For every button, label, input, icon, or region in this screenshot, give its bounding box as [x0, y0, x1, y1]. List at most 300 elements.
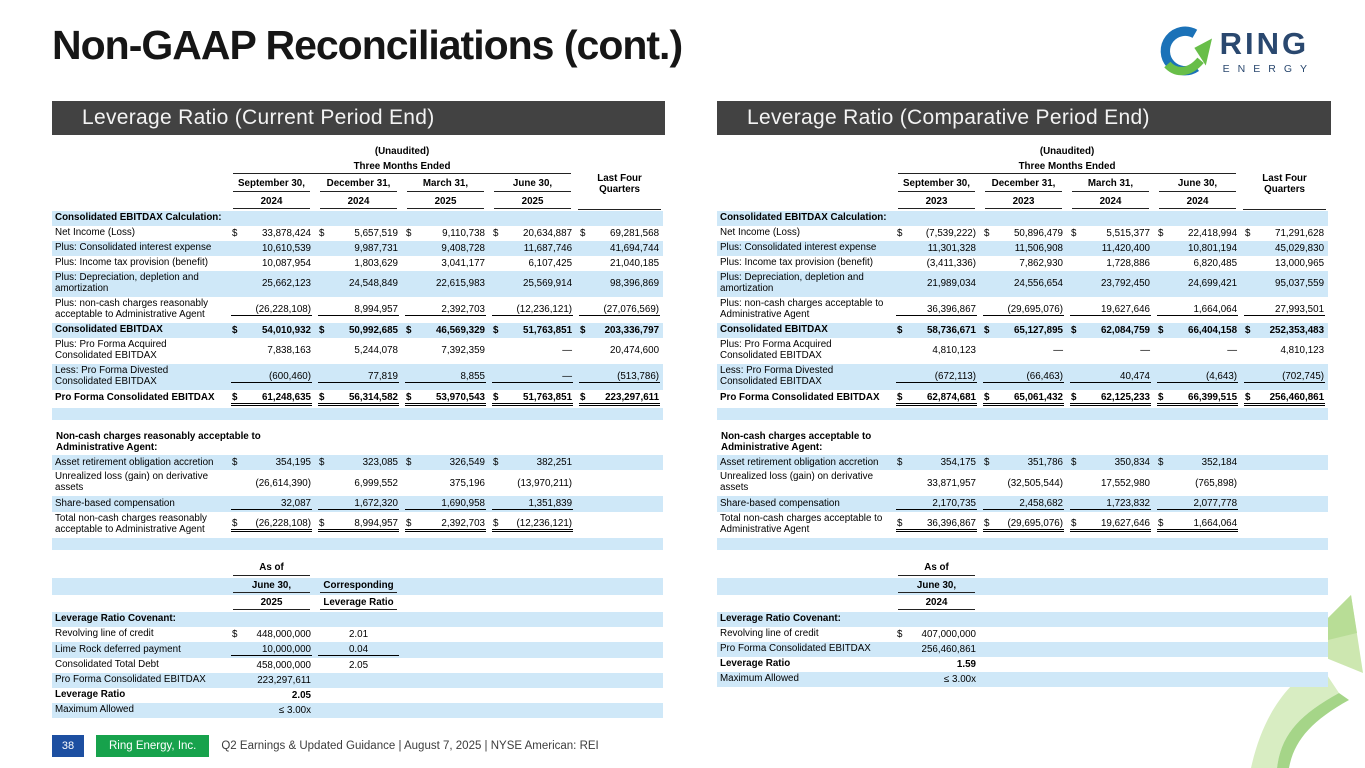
row-label: Maximum Allowed	[55, 704, 134, 716]
cell-inner	[579, 304, 660, 316]
last-four-quarters-header	[576, 159, 663, 211]
empty-cell	[1241, 595, 1328, 612]
empty-cell	[52, 578, 228, 595]
empty-cell	[489, 658, 576, 673]
cell-value	[315, 323, 402, 338]
dollar-sign: $	[1071, 391, 1077, 403]
value-text: 23,792,450	[1100, 278, 1150, 290]
covenant-header-row	[717, 560, 1328, 577]
dollar-sign: $	[232, 227, 238, 239]
section-header-row	[717, 430, 1328, 456]
cell-inner	[231, 498, 312, 510]
empty-cell	[489, 612, 576, 627]
row-label: Consolidated EBITDAX	[55, 323, 163, 335]
leverage-table-comparative	[717, 144, 1331, 687]
cell-value	[1241, 256, 1328, 271]
cell-value	[1067, 470, 1154, 496]
cell-value	[315, 612, 402, 627]
cell-inner	[983, 498, 1064, 510]
dollar-sign: $	[493, 457, 499, 469]
cell-value	[1241, 241, 1328, 256]
header-underline: June 30,	[494, 178, 571, 191]
cell-inner	[318, 457, 399, 468]
table-row	[52, 323, 663, 338]
cell-value	[893, 470, 980, 496]
three-months-ended-header	[893, 159, 1241, 176]
cell-value	[228, 226, 315, 241]
dollar-sign: $	[319, 391, 325, 403]
cell-value	[315, 627, 402, 642]
date-header	[1067, 176, 1154, 193]
spacer-row	[52, 420, 663, 430]
value-text: ≤ 3.00x	[943, 674, 976, 686]
cell-value	[402, 226, 489, 241]
value-text: 24,556,654	[1013, 278, 1063, 290]
cell-inner	[1157, 345, 1238, 356]
cell-inner	[896, 213, 977, 224]
header-underline: 2024	[1159, 196, 1236, 209]
cell-value	[893, 657, 980, 672]
empty-cell	[402, 612, 489, 627]
value-text: 65,061,432	[1013, 391, 1063, 403]
cell-inner	[318, 629, 399, 640]
cell-inner	[231, 371, 312, 383]
row-label: Less: Pro Forma Divested Consolidated EBITDAX	[55, 364, 169, 387]
cell-value	[489, 455, 576, 470]
value-text: 22,615,983	[435, 278, 485, 290]
table-row	[52, 455, 663, 470]
cell-inner	[492, 498, 573, 510]
value-text: 25,662,123	[261, 278, 311, 290]
empty-cell	[717, 176, 893, 193]
cell-value	[1067, 256, 1154, 271]
dollar-sign: $	[984, 227, 990, 239]
cell-inner	[231, 705, 312, 716]
table-row	[717, 455, 1328, 470]
section-label-cell	[52, 430, 663, 456]
cell-value	[980, 642, 1067, 657]
cell-inner	[1070, 457, 1151, 468]
value-text: (32,505,544)	[1007, 477, 1063, 489]
page-title: Non-GAAP Reconciliations (cont.)	[52, 22, 683, 68]
cell-value	[228, 297, 315, 323]
cell-value	[893, 211, 980, 226]
empty-cell	[717, 159, 893, 176]
cell-value	[1067, 496, 1154, 512]
cell-value	[576, 211, 663, 226]
cell-inner	[983, 478, 1064, 489]
value-text: 62,125,233	[1100, 391, 1150, 403]
empty-cell	[402, 673, 489, 688]
cell-value	[402, 338, 489, 364]
value-text: 8,994,957	[354, 518, 398, 530]
cell-inner	[579, 371, 660, 383]
empty-cell	[1067, 612, 1154, 627]
value-text: 27,993,501	[1275, 303, 1325, 315]
cell-inner	[896, 629, 977, 640]
cell-inner	[492, 371, 573, 383]
cell-inner	[231, 213, 312, 224]
dollar-sign: $	[406, 457, 412, 469]
cell-inner	[318, 705, 399, 716]
cell-inner	[231, 392, 312, 406]
cell-value	[402, 256, 489, 271]
value-text: 323,085	[362, 457, 398, 469]
covenant-col-header	[228, 578, 315, 595]
empty-cell	[1241, 642, 1328, 657]
cell-inner	[896, 243, 977, 254]
cell-inner	[579, 345, 660, 356]
value-text: 10,087,954	[261, 257, 311, 269]
header-row	[717, 176, 1328, 193]
cell-inner	[1070, 392, 1151, 406]
value-text: (29,695,076)	[1007, 518, 1063, 530]
value-text: 7,838,163	[267, 345, 311, 357]
cell-inner	[318, 478, 399, 489]
cell-inner	[231, 243, 312, 254]
cell-value	[1154, 512, 1241, 538]
value-text: 2.01	[348, 629, 369, 641]
cell-value	[1067, 241, 1154, 256]
cell-inner	[1157, 243, 1238, 254]
cell-inner	[983, 659, 1064, 670]
cell-value	[1067, 390, 1154, 408]
value-text: —	[1053, 345, 1063, 357]
cell-inner	[1157, 478, 1238, 489]
dollar-sign: $	[984, 324, 990, 336]
empty-cell	[1241, 672, 1328, 687]
header-underline: Corresponding	[320, 580, 397, 593]
cell-inner	[405, 518, 486, 532]
cell-value	[402, 241, 489, 256]
cell-inner	[492, 345, 573, 356]
cell-inner	[983, 228, 1064, 239]
table-row	[717, 512, 1328, 538]
row-label: Plus: Depreciation, depletion and amortization	[720, 271, 864, 294]
cell-inner	[492, 258, 573, 269]
table-row	[717, 390, 1328, 408]
value-text: 19,627,646	[1100, 518, 1150, 530]
cell-inner	[983, 278, 1064, 289]
cell-inner	[1157, 278, 1238, 289]
dollar-sign: $	[406, 324, 412, 336]
empty-cell	[1241, 144, 1328, 159]
cell-inner	[896, 659, 977, 670]
cell-value	[980, 470, 1067, 496]
covenant-row	[717, 657, 1328, 672]
covenant-row	[52, 688, 663, 703]
value-text: 51,763,851	[523, 391, 573, 403]
value-text: 3,041,177	[441, 257, 485, 269]
cell-value	[315, 226, 402, 241]
cell-value	[1241, 470, 1328, 496]
value-text: 50,992,685	[348, 324, 398, 336]
cell-value	[576, 271, 663, 297]
leverage-table-current	[52, 144, 665, 718]
value-text: (702,745)	[1282, 370, 1325, 382]
empty-cell	[402, 703, 489, 718]
empty-cell	[52, 176, 228, 193]
cell-value	[315, 455, 402, 470]
empty-cell	[1067, 595, 1154, 612]
cell-value	[1067, 338, 1154, 364]
cell-inner	[231, 518, 312, 532]
covenant-header-row	[52, 578, 663, 595]
cell-inner	[1244, 278, 1325, 289]
cell-inner	[896, 614, 977, 625]
cell-inner	[405, 498, 486, 510]
cell-inner	[318, 243, 399, 254]
value-text: —	[1140, 345, 1150, 357]
cell-inner	[1070, 325, 1151, 336]
cell-inner	[1070, 258, 1151, 269]
value-text: 252,353,483	[1269, 324, 1325, 336]
empty-cell	[489, 578, 576, 595]
cell-value	[1154, 211, 1241, 226]
value-text: 2,077,778	[1193, 498, 1238, 510]
cell-inner	[1157, 258, 1238, 269]
cell-value	[315, 338, 402, 364]
cell-inner	[1157, 498, 1238, 510]
table-row	[52, 211, 663, 226]
spacer-row	[52, 408, 663, 420]
cell-value	[576, 390, 663, 408]
row-label: Plus: Depreciation, depletion and amortization	[55, 271, 199, 294]
cell-value	[1154, 241, 1241, 256]
value-text: 8,855	[460, 370, 485, 382]
cell-inner	[896, 258, 977, 269]
empty-cell	[576, 688, 663, 703]
row-label: Revolving line of credit	[55, 628, 154, 640]
value-text: 25,569,914	[523, 278, 573, 290]
cell-inner	[492, 278, 573, 289]
empty-cell	[1067, 642, 1154, 657]
table-row	[52, 338, 663, 364]
dollar-sign: $	[1158, 518, 1164, 530]
dollar-sign: $	[897, 391, 903, 403]
cell-inner	[1070, 304, 1151, 316]
table-row	[717, 470, 1328, 496]
empty-cell	[576, 612, 663, 627]
cell-value	[980, 512, 1067, 538]
cell-value	[315, 297, 402, 323]
value-text: 8,994,957	[354, 303, 398, 315]
cell-inner	[896, 644, 977, 655]
value-text: 71,291,628	[1275, 227, 1325, 239]
cell-inner	[1157, 371, 1238, 383]
footer	[52, 735, 599, 757]
date-header	[893, 176, 980, 193]
panel-leverage-current	[52, 101, 665, 718]
cell-inner	[1157, 392, 1238, 406]
table-row	[52, 297, 663, 323]
header-underline: December 31,	[320, 178, 397, 191]
value-text: 62,084,759	[1100, 324, 1150, 336]
cell-inner	[318, 371, 399, 383]
cell-inner	[318, 518, 399, 532]
value-text: 2,392,703	[441, 518, 485, 530]
value-text: 41,694,744	[610, 242, 660, 254]
cell-value	[489, 470, 576, 496]
empty-cell	[52, 560, 228, 577]
header-underline: 2025	[494, 196, 571, 209]
last-four-quarters-header	[1241, 159, 1328, 211]
cell-inner	[492, 478, 573, 489]
cell-value	[1241, 496, 1328, 512]
empty-cell	[1241, 627, 1328, 642]
empty-cell	[717, 538, 1328, 550]
covenant-row	[717, 627, 1328, 642]
covenant-header-row	[717, 595, 1328, 612]
cell-value	[315, 703, 402, 718]
cell-inner	[983, 614, 1064, 625]
dollar-sign: $	[984, 457, 990, 469]
cell-value	[1154, 323, 1241, 338]
empty-cell	[489, 627, 576, 642]
cell-value	[402, 211, 489, 226]
section-label: Non-cash charges acceptable to Administrative Agent:	[721, 430, 872, 453]
cell-inner	[579, 325, 660, 336]
dollar-sign: $	[1158, 457, 1164, 469]
cell-inner	[492, 518, 573, 532]
cell-inner	[318, 213, 399, 224]
dollar-sign: $	[1245, 324, 1251, 336]
cell-inner	[983, 644, 1064, 655]
header-text: Last Four Quarters	[578, 159, 661, 210]
dollar-sign: $	[493, 518, 499, 530]
cell-value	[980, 496, 1067, 512]
value-text: (66,463)	[1026, 370, 1063, 382]
empty-cell	[1154, 672, 1241, 687]
value-text: (26,228,108)	[255, 303, 311, 315]
year-header	[489, 194, 576, 211]
table-row	[717, 323, 1328, 338]
cell-value	[980, 338, 1067, 364]
cell-value	[228, 612, 315, 627]
cell-value	[893, 672, 980, 687]
panel-leverage-comparative	[717, 101, 1331, 687]
cell-value	[980, 672, 1067, 687]
value-text: 6,999,552	[354, 477, 398, 489]
dollar-sign: $	[232, 324, 238, 336]
cell-value	[893, 226, 980, 241]
cell-value	[402, 390, 489, 408]
dollar-sign: $	[897, 324, 903, 336]
cell-value	[980, 323, 1067, 338]
cell-value	[402, 271, 489, 297]
cell-value	[489, 338, 576, 364]
cell-inner	[579, 520, 660, 531]
cell-value	[228, 338, 315, 364]
empty-cell	[576, 642, 663, 658]
value-text: 1,803,629	[354, 257, 398, 269]
value-text: 256,460,861	[1269, 391, 1325, 403]
covenant-row	[52, 658, 663, 673]
row-label: Plus: Income tax provision (benefit)	[55, 256, 209, 268]
empty-cell	[717, 595, 893, 612]
empty-cell	[576, 627, 663, 642]
covenant-col-header	[315, 595, 402, 612]
value-text: (7,539,222)	[925, 227, 976, 239]
empty-cell	[576, 578, 663, 595]
cell-inner	[231, 644, 312, 656]
header-underline: Three Months Ended	[233, 161, 571, 174]
header-underline: March 31,	[1072, 178, 1149, 191]
cell-inner	[1157, 457, 1238, 468]
covenant-header-row	[52, 595, 663, 612]
empty-cell	[1067, 672, 1154, 687]
empty-cell	[1067, 560, 1154, 577]
header-underline: 2025	[407, 196, 484, 209]
value-text: 32,087	[281, 498, 311, 510]
cell-inner	[405, 345, 486, 356]
value-text: 13,000,965	[1275, 257, 1325, 269]
cell-value	[402, 470, 489, 496]
value-text: 2.05	[291, 690, 311, 702]
value-text: 2,458,682	[1019, 498, 1063, 510]
cell-inner	[405, 371, 486, 383]
empty-cell	[1241, 657, 1328, 672]
cell-inner	[983, 674, 1064, 685]
cell-inner	[579, 278, 660, 289]
cell-inner	[231, 614, 312, 625]
empty-cell	[489, 560, 576, 577]
cell-value	[576, 241, 663, 256]
cell-value	[489, 211, 576, 226]
value-text: 45,029,830	[1275, 242, 1325, 254]
empty-cell	[52, 194, 228, 211]
cell-value	[228, 470, 315, 496]
table-row	[717, 241, 1328, 256]
cell-value	[315, 512, 402, 538]
row-label: Leverage Ratio	[55, 689, 126, 701]
value-text: —	[562, 370, 573, 382]
empty-cell	[576, 595, 663, 612]
empty-cell	[1154, 595, 1241, 612]
empty-cell	[717, 550, 1328, 560]
cell-value	[228, 211, 315, 226]
cell-inner	[983, 518, 1064, 532]
cell-value	[893, 241, 980, 256]
spacer-row	[717, 420, 1328, 430]
dollar-sign: $	[232, 457, 238, 469]
table-row	[52, 512, 663, 538]
row-label: Less: Pro Forma Divested Consolidated EBITDAX	[720, 364, 834, 387]
value-text: 352,184	[1201, 457, 1238, 469]
cell-value	[489, 256, 576, 271]
financial-table	[717, 144, 1328, 687]
covenant-header-row	[52, 560, 663, 577]
value-text: 11,301,328	[927, 242, 976, 254]
value-text: 21,989,034	[926, 278, 976, 290]
cell-inner	[983, 345, 1064, 356]
cell-value	[315, 673, 402, 688]
value-text: 11,687,746	[523, 242, 573, 254]
cell-value	[315, 470, 402, 496]
value-text: (600,460)	[269, 370, 311, 382]
cell-inner	[1070, 213, 1151, 224]
cell-value	[228, 390, 315, 408]
row-label: Asset retirement obligation accretion	[55, 456, 214, 468]
cell-inner	[983, 258, 1064, 269]
header-underline: As of	[898, 562, 975, 575]
cell-value	[980, 657, 1067, 672]
empty-cell	[402, 560, 489, 577]
covenant-row	[52, 673, 663, 688]
value-text: 10,610,539	[261, 242, 311, 254]
value-text: ≤ 3.00x	[278, 705, 311, 717]
empty-cell	[1067, 627, 1154, 642]
